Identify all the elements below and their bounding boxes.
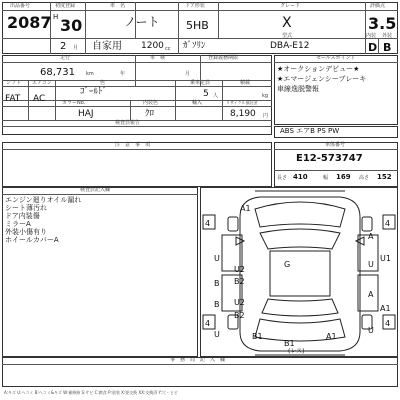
sales-point-3: 車線逸脱警報 [277, 85, 319, 93]
lot-no-label: 出品番号 [10, 3, 31, 9]
inspection-year-unit: 年 [120, 71, 126, 77]
report-line-4: ミラーA [5, 220, 31, 228]
displacement-unit: cc [165, 46, 171, 52]
report-line-5: 外装小傷有り [5, 228, 47, 236]
interior-label: 内装 [366, 33, 377, 39]
registration-due-label: 登録義務期限 [208, 55, 239, 61]
sales-point-1: ★オークションデビュー★ [277, 65, 360, 73]
damage-left-front-fender: B2 [234, 277, 245, 286]
mileage-label: 走行 [60, 55, 71, 61]
month-unit: 月 [73, 45, 79, 51]
car-name: ノート [124, 15, 160, 29]
displacement: 1200 [141, 41, 164, 51]
score-label: 評価点 [370, 3, 386, 9]
year-value: 30 [60, 16, 83, 35]
damage-left-rocker-b: B [214, 279, 220, 288]
tire-fl: 4 [205, 219, 211, 228]
car-name-label: 車 名 [110, 3, 126, 9]
inspection-label: 車 検 [150, 55, 166, 61]
chassis-label: 車体番号 [325, 142, 346, 148]
report-line-1: エンジン廻りオイル漏れ [5, 196, 82, 204]
tire-rr: 4 [385, 319, 391, 328]
damage-left-rear-qtr: B2 [234, 311, 245, 320]
capacity-label: 積載 [240, 80, 251, 86]
inspection-report-label: 検査員記入欄 [80, 187, 111, 193]
ac-value: AC [33, 94, 46, 104]
color-no-value: HAJ [78, 109, 94, 119]
shift-label: シフト [6, 80, 22, 86]
report-line-2: シート薄汚れ [5, 204, 47, 212]
report-line-3: ドア内装傷 [5, 212, 40, 220]
ac-label: エアコン [32, 80, 52, 86]
seats-label: 乗車定員 [190, 80, 211, 86]
damage-hood: A1 [240, 204, 251, 213]
interior-color-value: ｸﾛ [145, 109, 155, 119]
month-value: 2 [60, 41, 67, 52]
width-label: 幅 [323, 175, 329, 181]
height-value: 152 [377, 173, 392, 181]
interior-color-label: 内装色 [143, 100, 159, 106]
door-shape: 5HB [186, 19, 209, 32]
damage-left-rocker-u: U [214, 254, 220, 263]
width-value: 169 [336, 173, 351, 181]
sales-point-label: セールスポイント [316, 55, 356, 61]
damage-rear-bumper-center: B1 [284, 339, 295, 348]
mileage-value: 68,731 [40, 67, 75, 78]
damage-roof: G [284, 260, 291, 269]
import-label: 輸入 [192, 100, 203, 106]
grade-value: X [282, 15, 292, 31]
damage-right-front-u: U [368, 326, 374, 335]
exterior-grade: B [383, 41, 392, 54]
equipment-value: ABS エアB PS PW [280, 127, 340, 135]
damage-rear-bumper-right: A1 [326, 332, 337, 341]
damage-right-front-door: A1 [380, 304, 391, 313]
era: H [53, 13, 59, 21]
height-label: 高さ [359, 175, 370, 181]
damage-left-qtr-b: B [214, 300, 220, 309]
color-no-label: カラーNo. [62, 100, 86, 106]
capacity-unit: kg [262, 93, 269, 99]
door-shape-label: ドア形状 [185, 3, 205, 9]
chassis-value: E12-573747 [296, 153, 363, 164]
seats-value: 5 [203, 89, 209, 99]
inspector-note-label: 検査員報告 [115, 120, 141, 126]
model-label: 型式 [282, 33, 293, 39]
car-diagram [200, 187, 398, 357]
color-label: 色 [100, 80, 106, 86]
seats-unit: 人 [213, 93, 219, 99]
exterior-label: 外装 [382, 33, 393, 39]
damage-right-rear-door: U1 [380, 254, 391, 263]
year-label: 初度登録 [55, 3, 76, 9]
tire-fr: 4 [385, 219, 391, 228]
tire-rl: 4 [205, 319, 211, 328]
fuel-value: ｶﾞｿﾘﾝ [183, 41, 206, 51]
report-line-6: ホイールカバーA [5, 236, 59, 244]
color-value: ｺﾞｰﾙﾄﾞ [80, 87, 108, 97]
lot-number: 2087 [7, 13, 52, 32]
recycle-value: 8,190 [230, 109, 256, 119]
sales-point-2: ★エマージェンシーブレーキ [277, 75, 367, 83]
shift-value: FAT [5, 94, 21, 104]
damage-left-front-door: U2 [234, 265, 245, 274]
notes-label: 注 意 事 項 [115, 142, 151, 148]
damage-left-rear-u: U [214, 330, 220, 339]
model-value: DBA-E12 [270, 41, 310, 51]
length-label: 長さ [277, 175, 288, 181]
inspection-month-unit: 月 [185, 71, 191, 77]
interior-grade: D [368, 41, 378, 54]
damage-right-rear-a2: A [368, 290, 374, 299]
score-value: 3.5 [368, 14, 397, 33]
damage-left-rear-door: U2 [234, 298, 245, 307]
recycle-unit: 円 [263, 113, 269, 119]
legend-text: A:キズ U:ヘコミ B:ヘコミ&キズ W:補修跡 S:サビ C:腐食 P:塗装 X:要交換 XX:交換済 Y:穴・ヒビ [4, 390, 178, 395]
damage-rear-bumper-left: B1 [252, 332, 263, 341]
mileage-unit: km [86, 71, 94, 77]
damage-right-rear-u: U [368, 260, 374, 269]
damage-right-rear-a: A [368, 232, 374, 241]
grade-label: グレード [280, 3, 301, 9]
front-label: (レス) [288, 348, 305, 355]
length-value: 410 [293, 173, 308, 181]
office-note-label: 事 務 局 記 入 欄 [170, 357, 226, 363]
recycle-label: リサイクル預託金 [226, 100, 258, 105]
use-value: 自家用 [92, 41, 122, 52]
